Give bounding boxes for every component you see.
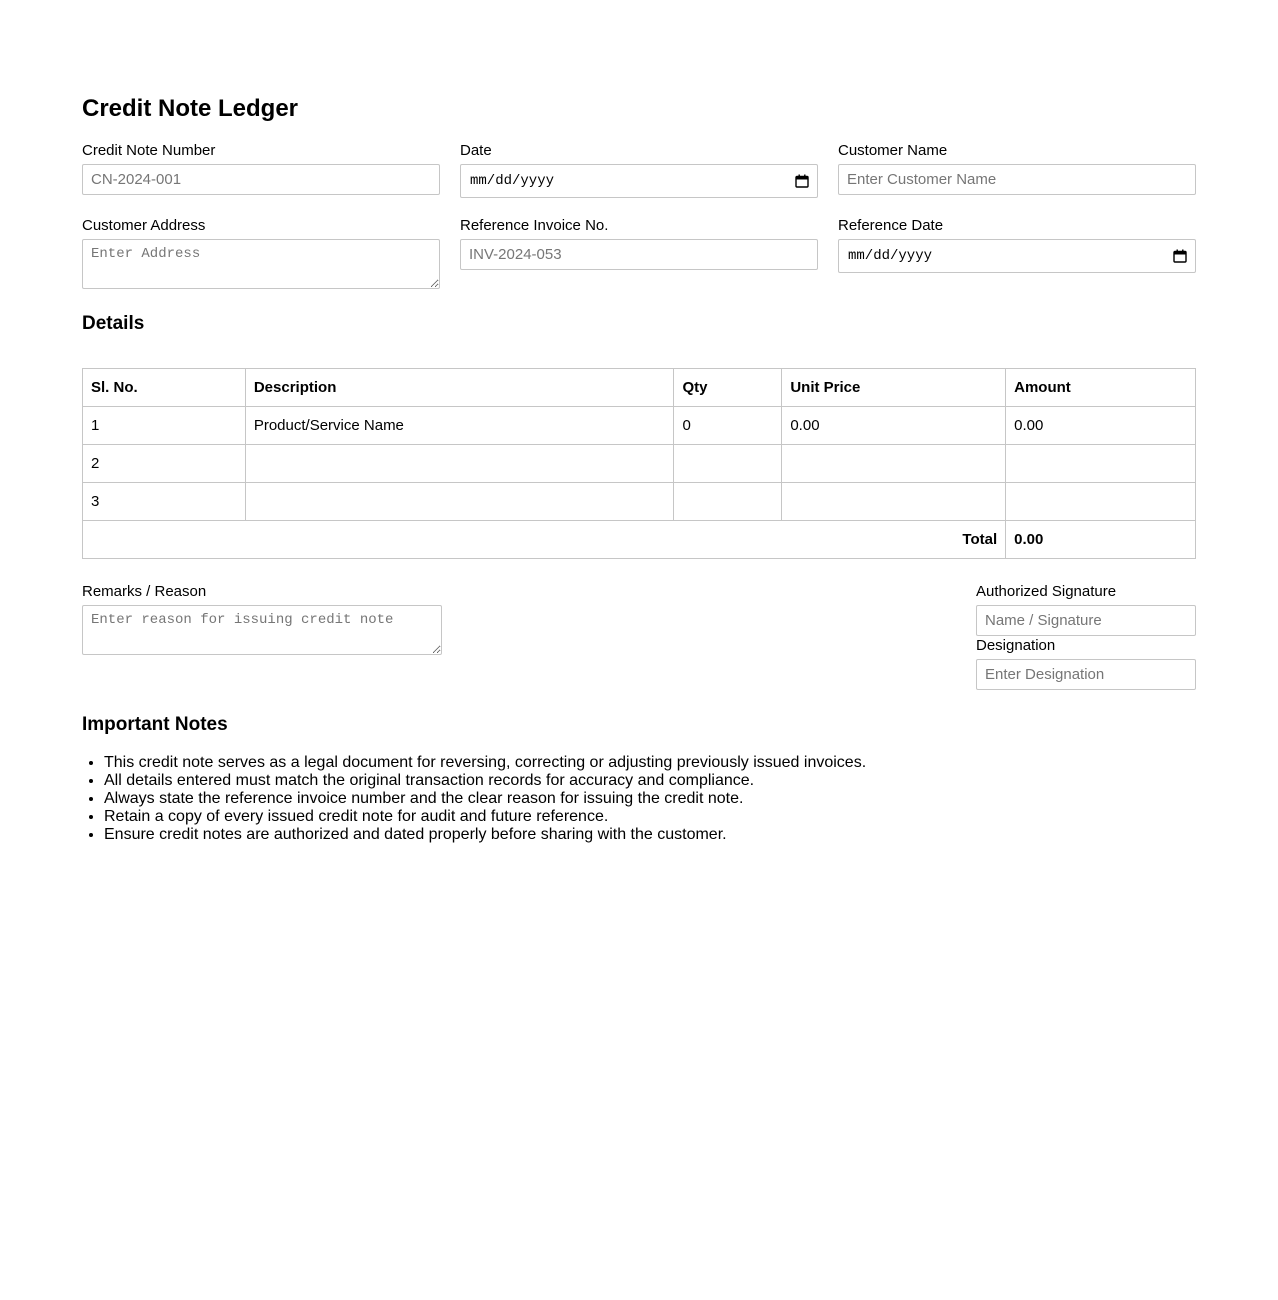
- designation-group: [976, 637, 1196, 690]
- remarks-label: Remarks / Reason: [82, 583, 207, 600]
- column-header-description: Description: [245, 369, 674, 407]
- reference-date-group: [838, 217, 1196, 273]
- list-item: • Ensure credit notes are authorized and dated properly before sharing with the customer.: [104, 826, 866, 844]
- table-row: [83, 483, 1196, 521]
- customer-name-group: [838, 142, 1196, 195]
- cell-qty[interactable]: [674, 483, 782, 521]
- customer-address-textarea[interactable]: [82, 239, 440, 289]
- signature-input[interactable]: [976, 605, 1196, 636]
- reference-date-format-text: mm/dd/yyyy: [848, 248, 933, 264]
- date-input[interactable]: [460, 164, 818, 198]
- credit-note-number-group: [82, 142, 440, 195]
- calendar-icon[interactable]: [795, 174, 809, 188]
- notes-list: [82, 754, 866, 844]
- credit-note-number-input[interactable]: [82, 164, 440, 195]
- cell-sl-no: 3: [83, 483, 246, 521]
- table-row: [83, 445, 1196, 483]
- customer-address-group: [82, 217, 440, 293]
- table-row: [83, 407, 1196, 445]
- cell-description[interactable]: [245, 445, 674, 483]
- date-format-text: mm/dd/yyyy: [470, 173, 555, 189]
- column-header-unit-price: Unit Price: [782, 369, 1006, 407]
- table-header-row: [83, 369, 1196, 407]
- cell-sl-no: 1: [83, 407, 246, 445]
- column-header-qty: Qty: [674, 369, 782, 407]
- reference-invoice-group: [460, 217, 818, 270]
- cell-amount[interactable]: 0.00: [1006, 407, 1196, 445]
- customer-address-label: Customer Address: [82, 217, 206, 234]
- reference-invoice-input[interactable]: [460, 239, 818, 270]
- notes-heading: Important Notes: [82, 714, 228, 735]
- details-heading: Details: [82, 313, 145, 334]
- cell-unit-price[interactable]: [782, 445, 1006, 483]
- cell-sl-no: 2: [83, 445, 246, 483]
- reference-date-input[interactable]: [838, 239, 1196, 273]
- designation-label: Designation: [976, 637, 1056, 654]
- list-item: • Always state the reference invoice number and the clear reason for issuing the credit note.: [104, 790, 866, 808]
- page-title: Credit Note Ledger: [82, 95, 299, 122]
- cell-qty[interactable]: [674, 445, 782, 483]
- list-item: • Retain a copy of every issued credit note for audit and future reference.: [104, 808, 866, 826]
- designation-input[interactable]: [976, 659, 1196, 690]
- cell-amount[interactable]: [1006, 445, 1196, 483]
- details-table: [82, 368, 1196, 559]
- customer-name-label: Customer Name: [838, 142, 948, 159]
- calendar-icon[interactable]: [1173, 249, 1187, 263]
- cell-qty[interactable]: 0: [674, 407, 782, 445]
- remarks-group: [82, 583, 442, 659]
- cell-description[interactable]: Product/Service Name: [245, 407, 674, 445]
- list-item: • All details entered must match the original transaction records for accuracy and compliance.: [104, 772, 866, 790]
- signature-label: Authorized Signature: [976, 583, 1117, 600]
- column-header-sl-no: Sl. No.: [83, 369, 246, 407]
- credit-note-number-label: Credit Note Number: [82, 142, 216, 159]
- cell-unit-price[interactable]: 0.00: [782, 407, 1006, 445]
- cell-description[interactable]: [245, 483, 674, 521]
- reference-date-label: Reference Date: [838, 217, 944, 234]
- date-group: [460, 142, 818, 198]
- list-item: • This credit note serves as a legal document for reversing, correcting or adjusting previously issued invoices.: [104, 754, 866, 772]
- signature-group: [976, 583, 1196, 636]
- total-label: Total: [83, 521, 1006, 559]
- column-header-amount: Amount: [1006, 369, 1196, 407]
- cell-unit-price[interactable]: [782, 483, 1006, 521]
- cell-amount[interactable]: [1006, 483, 1196, 521]
- customer-name-input[interactable]: [838, 164, 1196, 195]
- reference-invoice-label: Reference Invoice No.: [460, 217, 609, 234]
- remarks-textarea[interactable]: [82, 605, 442, 655]
- date-label: Date: [460, 142, 492, 159]
- total-value: 0.00: [1006, 521, 1196, 559]
- total-row: [83, 521, 1196, 559]
